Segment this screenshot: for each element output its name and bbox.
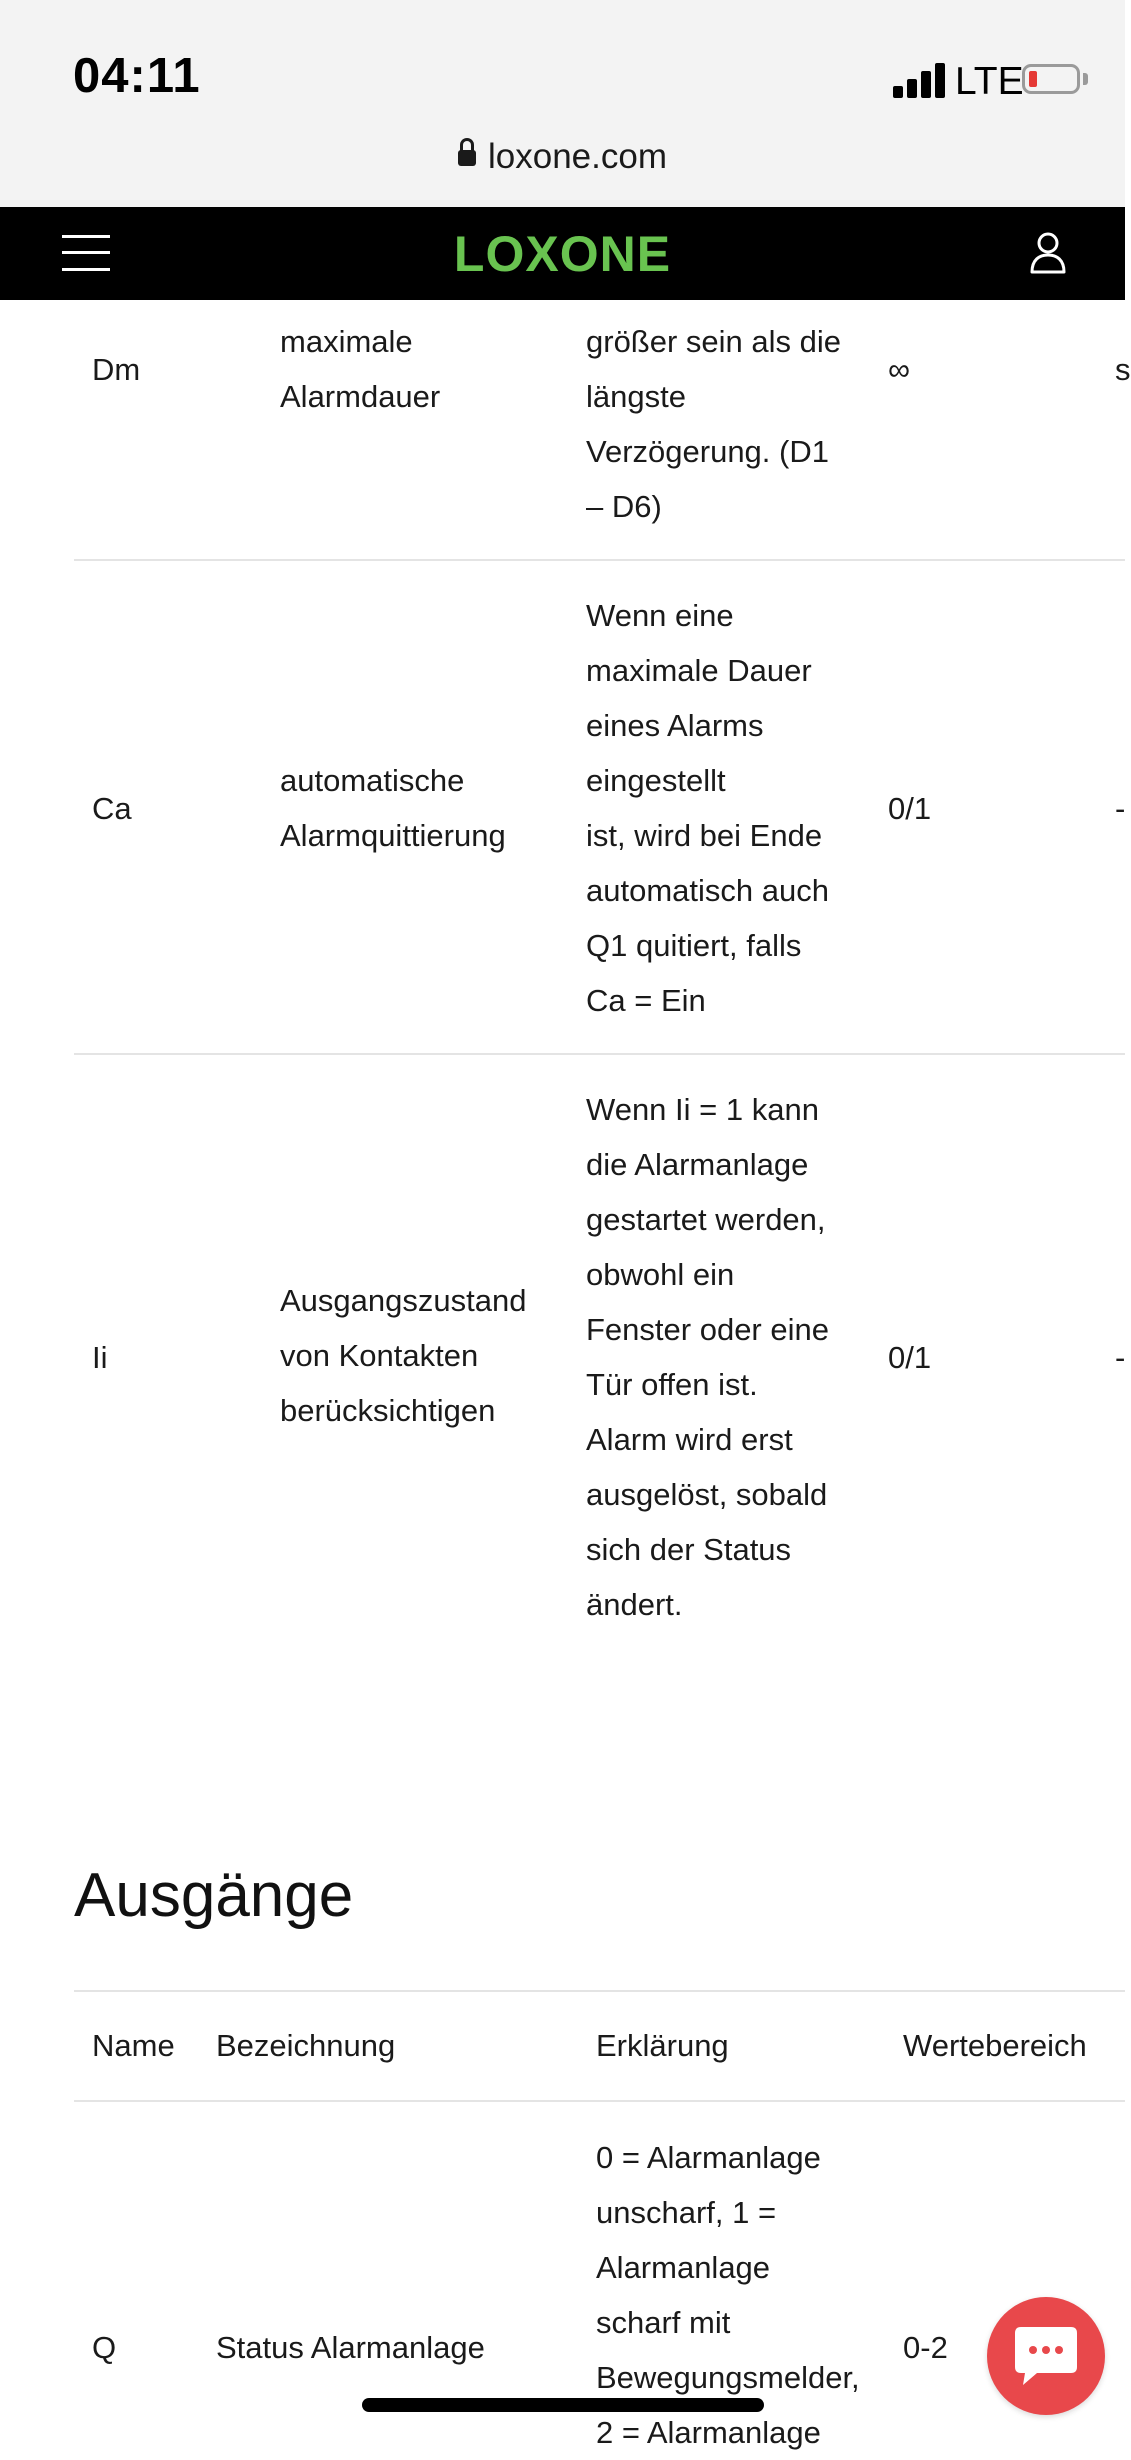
table-cell-desc: größer sein als die längste Verzögerung. (D1 – D6): [586, 324, 842, 524]
lock-icon: [458, 150, 476, 166]
table-cell-range: 0/1: [888, 791, 932, 826]
signal-icon: [893, 62, 947, 98]
home-indicator[interactable]: [362, 2398, 764, 2412]
status-time: 04:11: [73, 49, 201, 103]
table-cell-name: maximale Alarmdauer: [280, 324, 441, 414]
table-header-label: Bezeichnung: [216, 2028, 396, 2063]
table-cell-desc: Wenn eine maximale Dauer eines Alarms eingestellt ist, wird bei Ende automatisch auch Q1 quitiert, falls Ca = Ein: [586, 598, 829, 1018]
network-label: LTE: [955, 60, 1024, 103]
row-divider: [74, 559, 1125, 561]
table-cell-extra: -: [1115, 791, 1126, 826]
user-icon[interactable]: [1028, 230, 1068, 276]
header-divider: [74, 2100, 1125, 2102]
table-cell-label: Status Alarmanlage: [216, 2330, 485, 2365]
table-cell-name: automatische Alarmquittierung: [280, 763, 506, 853]
table-cell-range: ∞: [888, 352, 911, 387]
table-cell-extra: s: [1115, 352, 1131, 387]
site-navbar: [0, 207, 1125, 300]
table-cell-abbr: Ii: [92, 1340, 108, 1375]
table-header-name: Name: [92, 2028, 175, 2063]
battery-icon: [1022, 64, 1080, 94]
battery-cap: [1083, 73, 1088, 85]
table-cell-abbr: Ca: [92, 791, 132, 826]
table-cell-abbr: Dm: [92, 352, 141, 387]
table-cell-range: 0/1: [888, 1340, 932, 1375]
chat-icon: [987, 2297, 1105, 2415]
loxone-logo[interactable]: LOXONE: [453, 226, 672, 282]
row-divider: [74, 1053, 1125, 1055]
table-cell-name: Ausgangszustand von Kontakten berücksichtigen: [280, 1283, 527, 1428]
url-text: loxone.com: [488, 137, 667, 176]
table-top-divider: [74, 1990, 1125, 1992]
section-heading-outputs: Ausgänge: [74, 1861, 354, 1930]
address-bar[interactable]: [0, 137, 1125, 177]
table-cell-extra: -: [1115, 1340, 1126, 1375]
chat-button[interactable]: [987, 2297, 1105, 2415]
table-cell-desc: Wenn Ii = 1 kann die Alarmanlage gestartet werden, obwohl ein Fenster oder eine Tür offen ist. Alarm wird erst ausgelöst, sobald sich der Status ändert.: [586, 1092, 829, 1622]
table-header-desc: Erklärung: [596, 2028, 729, 2063]
table-header-range: Wertebereich: [903, 2028, 1087, 2063]
status-bar: [0, 0, 1125, 207]
table-cell-range: 0-2: [903, 2330, 948, 2365]
table-cell-desc: 0 = Alarmanlage unscharf, 1 = Alarmanlage scharf mit Bewegungsmelder, 2 = Alarmanlage: [596, 2140, 860, 2450]
table-cell-name: Q: [92, 2330, 117, 2365]
